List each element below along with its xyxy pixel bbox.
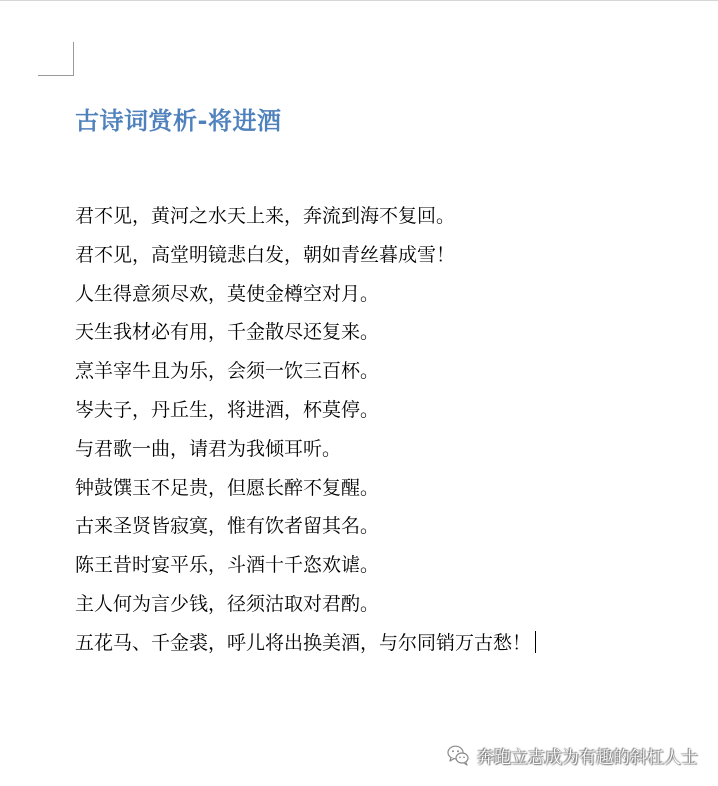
margin-corner-mark-vertical	[73, 42, 74, 75]
poem-line-text: 君不见，黄河之水天上来，奔流到海不复回。	[75, 205, 456, 227]
watermark-text: 奔跑立志成为有趣的斜杠人士	[477, 747, 698, 768]
poem-line[interactable]	[75, 627, 536, 666]
poem-body[interactable]	[75, 200, 536, 666]
poem-line-text: 主人何为言少钱，径须沽取对君酌。	[75, 592, 380, 615]
margin-corner-mark-horizontal	[38, 75, 74, 76]
poem-line[interactable]	[75, 549, 536, 588]
poem-line[interactable]	[75, 394, 536, 433]
poem-line-text: 烹羊宰牛且为乐，会须一饮三百杯。	[75, 360, 380, 383]
poem-line[interactable]	[75, 510, 536, 549]
poem-line-text: 岑夫子，丹丘生，将进酒，杯莫停。	[75, 398, 380, 421]
poem-line-text: 五花马、千金裘，呼儿将出换美酒，与尔同销万古愁！	[75, 631, 532, 654]
document-title[interactable]: 古诗词赏析-将进酒	[75, 107, 282, 135]
text-cursor	[535, 631, 536, 653]
poem-line-text: 人生得意须尽欢，莫使金樽空对月。	[75, 282, 380, 305]
page-top-border	[0, 0, 718, 1]
poem-line[interactable]	[75, 472, 536, 511]
poem-line[interactable]	[75, 588, 536, 627]
poem-line-text: 古来圣贤皆寂寞，惟有饮者留其名。	[75, 515, 380, 538]
poem-line[interactable]	[75, 200, 536, 239]
poem-line-text: 陈王昔时宴平乐，斗酒十千恣欢谑。	[75, 554, 380, 577]
poem-line[interactable]	[75, 433, 536, 472]
poem-line-text: 钟鼓馔玉不足贵，但愿长醉不复醒。	[75, 476, 380, 499]
poem-line-text: 天生我材必有用，千金散尽还复来。	[75, 321, 380, 344]
poem-line[interactable]	[75, 239, 536, 278]
poem-line-text: 君不见，高堂明镜悲白发，朝如青丝暮成雪！	[75, 243, 456, 266]
poem-line[interactable]	[75, 355, 536, 394]
poem-line[interactable]	[75, 316, 536, 355]
wechat-icon	[446, 743, 470, 767]
watermark	[446, 742, 698, 768]
poem-line-text: 与君歌一曲，请君为我倾耳听。	[75, 437, 342, 460]
poem-line[interactable]	[75, 278, 536, 317]
